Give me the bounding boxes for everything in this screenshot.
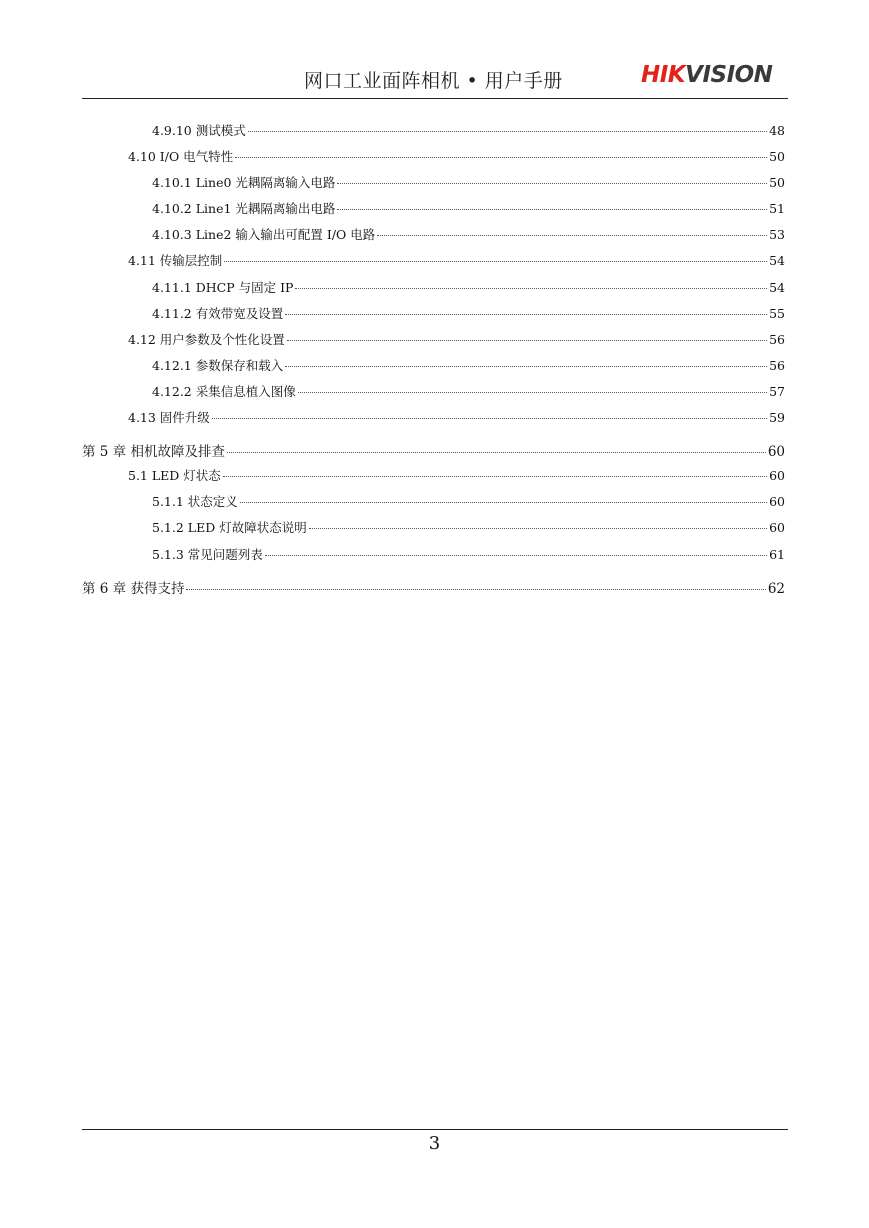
toc-entry-label: 4.10.3 Line2 输入输出可配置 I/O 电路 <box>152 227 376 243</box>
toc-entry[interactable] <box>82 225 785 251</box>
toc-entry-page: 60 <box>767 444 785 461</box>
toc-entry-label: 4.11 传输层控制 <box>128 253 223 269</box>
toc-entry-label: 4.12.2 采集信息植入图像 <box>152 383 296 399</box>
toc-entry-page: 48 <box>769 123 785 138</box>
toc-entry-label: 4.13 固件升级 <box>128 410 210 426</box>
toc-entry[interactable] <box>82 518 785 544</box>
toc-entry[interactable] <box>82 304 785 330</box>
toc-entry-page: 60 <box>769 468 785 484</box>
toc-entry-page: 56 <box>769 357 785 373</box>
dot-leader <box>240 502 767 503</box>
footer-rule <box>82 1129 788 1130</box>
toc-entry[interactable] <box>82 121 785 147</box>
toc-entry-page: 53 <box>769 227 785 243</box>
toc-entry[interactable] <box>82 466 785 492</box>
toc-entry-label: 5.1.3 常见问题列表 <box>152 546 263 562</box>
toc-entry[interactable] <box>82 545 785 571</box>
dot-leader <box>212 418 767 419</box>
toc-entry-page: 50 <box>769 149 785 165</box>
dot-leader <box>295 288 767 289</box>
dot-leader <box>298 392 767 393</box>
toc-entry-label: 4.10.1 Line0 光耦隔离输入电路 <box>152 175 336 191</box>
toc-entry-page: 56 <box>769 331 785 347</box>
dot-leader <box>224 261 767 262</box>
toc-entry[interactable] <box>82 251 785 277</box>
toc-entry-page: 57 <box>769 383 785 399</box>
toc-entry-page: 55 <box>769 305 785 321</box>
toc-entry-page: 60 <box>769 494 785 510</box>
toc-entry[interactable] <box>82 408 785 434</box>
dot-leader <box>248 131 767 132</box>
toc-entry-label: 4.10.2 Line1 光耦隔离输出电路 <box>152 201 336 217</box>
dot-leader <box>309 528 767 529</box>
toc-entry[interactable] <box>82 278 785 304</box>
dot-leader <box>223 476 767 477</box>
dot-leader <box>377 235 767 236</box>
toc-entry-label: 4.9.10 测试模式 <box>152 123 246 138</box>
toc-entry-label: 4.12.1 参数保存和载入 <box>152 357 284 373</box>
toc-entry-page: 51 <box>769 201 785 217</box>
toc-entry-label: 第 6 章 获得支持 <box>82 580 185 597</box>
toc-entry-page: 62 <box>767 580 785 597</box>
dot-leader <box>337 209 767 210</box>
dot-leader <box>337 183 767 184</box>
toc-entry-label: 4.11.1 DHCP 与固定 IP <box>152 279 294 295</box>
toc-entry[interactable] <box>82 199 785 225</box>
toc-entry-page: 54 <box>769 279 785 295</box>
logo-text-gray: VISION <box>685 62 773 88</box>
toc-entry[interactable] <box>82 492 785 518</box>
toc-entry-label: 第 5 章 相机故障及排查 <box>82 444 225 461</box>
toc-entry-page: 54 <box>769 253 785 269</box>
toc-entry-page: 61 <box>769 546 785 562</box>
toc-entry[interactable] <box>82 382 785 408</box>
toc-entry-label: 5.1.2 LED 灯故障状态说明 <box>152 520 307 536</box>
dot-leader <box>235 157 767 158</box>
toc-entry[interactable] <box>82 330 785 356</box>
dot-leader <box>285 314 767 315</box>
toc-entry-label: 4.10 I/O 电气特性 <box>128 149 234 165</box>
table-of-contents <box>82 121 785 603</box>
logo-text-red: HIK <box>641 62 686 88</box>
toc-entry-page: 60 <box>769 520 785 536</box>
dot-leader <box>287 340 767 341</box>
toc-entry[interactable] <box>82 356 785 382</box>
toc-entry[interactable] <box>82 577 785 603</box>
toc-entry[interactable] <box>82 440 785 466</box>
toc-entry-label: 4.12 用户参数及个性化设置 <box>128 331 285 347</box>
dot-leader <box>285 366 767 367</box>
dot-leader <box>186 589 765 590</box>
toc-entry-label: 5.1.1 状态定义 <box>152 494 238 510</box>
dot-leader <box>265 555 767 556</box>
page-header <box>82 58 788 99</box>
toc-entry-label: 5.1 LED 灯状态 <box>128 468 221 484</box>
document-title: 网口工业面阵相机 • 用户手册 <box>304 70 563 92</box>
dot-leader <box>227 452 766 453</box>
hikvision-logo <box>641 62 772 88</box>
toc-entry[interactable] <box>82 147 785 173</box>
page-number: 3 <box>428 1133 441 1154</box>
toc-entry-page: 50 <box>769 175 785 191</box>
toc-entry-page: 59 <box>769 410 785 426</box>
toc-entry[interactable] <box>82 173 785 199</box>
toc-entry-label: 4.11.2 有效带宽及设置 <box>152 305 284 321</box>
